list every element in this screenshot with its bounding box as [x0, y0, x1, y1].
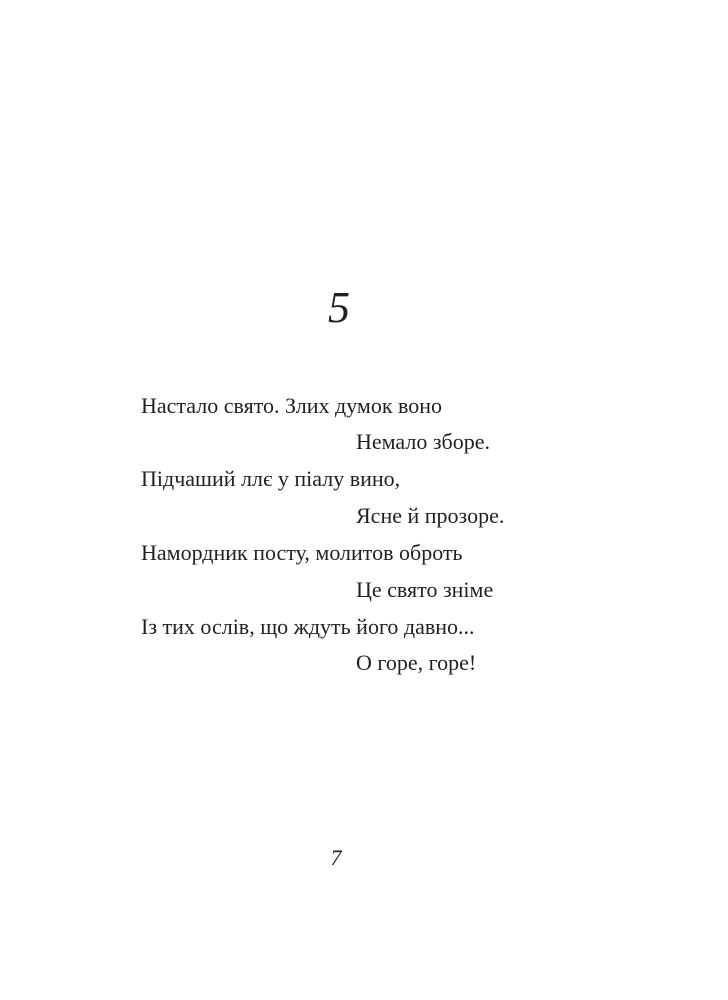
page-number: 7 — [330, 845, 342, 870]
poem-line: Із тих ослів, що ждуть його давно... — [141, 614, 475, 639]
poem-line: Підчаший ллє у піалу вино, — [141, 466, 401, 491]
poem-line: Немало зборе. — [356, 429, 491, 454]
poem-line: Намордник посту, молитов оброть — [141, 540, 463, 565]
poem-line: Це свято зніме — [356, 577, 494, 602]
poem-line: Ясне й прозоре. — [356, 503, 505, 528]
poem-line: О горе, горе! — [356, 650, 477, 675]
section-number: 5 — [328, 283, 350, 332]
poem-line: Настало свято. Злих думок воно — [141, 393, 443, 418]
